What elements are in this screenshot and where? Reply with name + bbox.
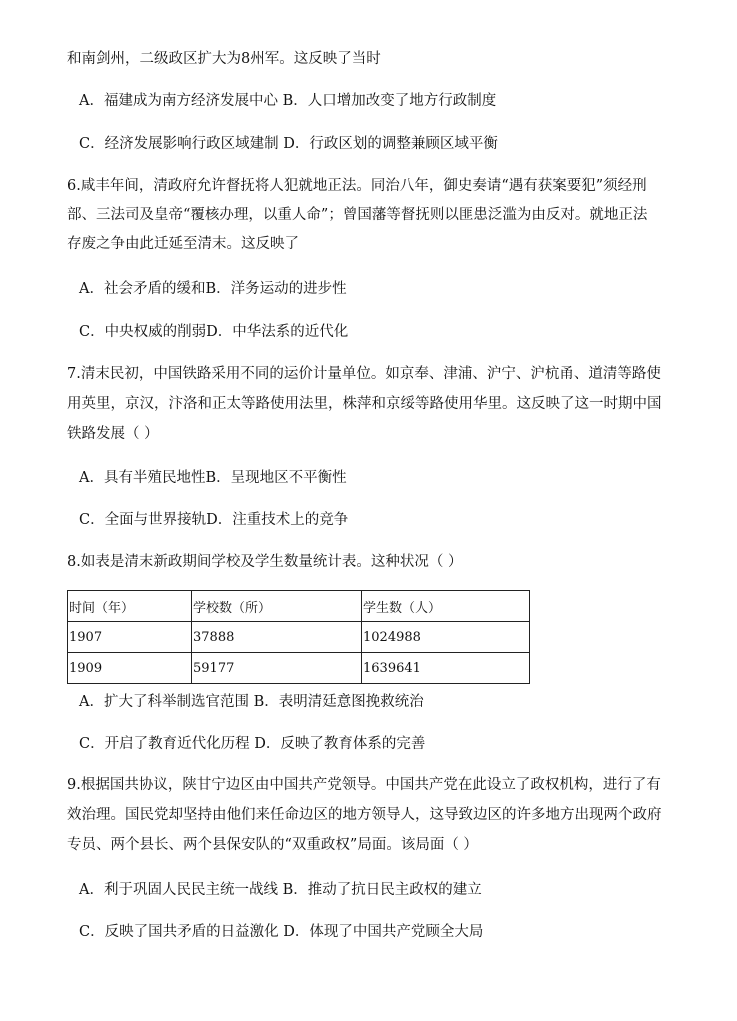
table-header-cell: 时间（年） bbox=[68, 591, 192, 622]
q6-stem-line-3: 存废之争由此迁延至清末。这反映了 bbox=[67, 236, 299, 252]
table-header-row bbox=[68, 591, 530, 622]
q7-options-cd: C．全面与世界接轨D．注重技术上的竞争 bbox=[79, 512, 349, 528]
q7-stem-line-3: 铁路发展（ ） bbox=[67, 426, 159, 442]
statistics-table bbox=[67, 590, 530, 684]
q9-stem-line-2: 效治理。国民党却坚持由他们来任命边区的地方领导人，这导致边区的许多地方出现两个政府 bbox=[67, 807, 662, 823]
q6-options-cd: C．中央权威的削弱D．中华法系的近代化 bbox=[79, 324, 349, 340]
q6-stem-line-2: 部、三法司及皇帝“覆核办理，以重人命”；曾国藩等督抚则以匪患泛滥为由反对。就地正法 bbox=[67, 207, 648, 223]
table-cell: 37888 bbox=[192, 622, 362, 653]
q9-options-cd: C．反映了国共矛盾的日益激化 D．体现了中国共产党顾全大局 bbox=[79, 924, 484, 940]
table-row bbox=[68, 653, 530, 684]
q6-stem-line-1: 6.咸丰年间，清政府允许督抚将人犯就地正法。同治八年，御史奏请“遇有获案要犯”须经刑 bbox=[67, 178, 647, 194]
table-cell: 1907 bbox=[68, 622, 192, 653]
q8-options-cd: C．开启了教育近代化历程 D．反映了教育体系的完善 bbox=[79, 736, 426, 752]
table-cell: 1024988 bbox=[362, 622, 530, 653]
table-cell: 59177 bbox=[192, 653, 362, 684]
q5-options-cd: C．经济发展影响行政区域建制 D．行政区划的调整兼顾区域平衡 bbox=[79, 136, 498, 152]
q9-stem-line-1: 9.根据国共协议，陕甘宁边区由中国共产党领导。中国共产党在此设立了政权机构，进行了有 bbox=[67, 777, 661, 793]
q8-options-ab: A．扩大了科举制选官范围 B．表明清廷意图挽救统治 bbox=[79, 694, 424, 710]
table-cell: 1639641 bbox=[362, 653, 530, 684]
table-cell: 1909 bbox=[68, 653, 192, 684]
q6-options-ab: A．社会矛盾的缓和B．洋务运动的进步性 bbox=[79, 281, 347, 297]
table-header-cell: 学生数（人） bbox=[362, 591, 530, 622]
table-row bbox=[68, 622, 530, 653]
q7-options-ab: A．具有半殖民地性B．呈现地区不平衡性 bbox=[79, 470, 347, 486]
q5-stem-line: 和南剑州，二级政区扩大为8州军。这反映了当时 bbox=[67, 51, 381, 67]
q5-options-ab: A．福建成为南方经济发展中心 B．人口增加改变了地方行政制度 bbox=[79, 93, 497, 109]
q7-stem-line-2: 用英里，京汉，汴洛和正太等路使用法里，株萍和京绥等路使用华里。这反映了这一时期中国 bbox=[67, 396, 662, 412]
q9-stem-line-3: 专员、两个县长、两个县保安队的“双重政权”局面。该局面（ ） bbox=[67, 837, 478, 853]
q7-stem-line-1: 7.清末民初，中国铁路采用不同的运价计量单位。如京奉、津浦、沪宁、沪杭甬、道清等路使 bbox=[67, 366, 661, 382]
q9-options-ab: A．利于巩固人民民主统一战线 B．推动了抗日民主政权的建立 bbox=[79, 882, 482, 898]
q8-stem-line-1: 8.如表是清末新政期间学校及学生数量统计表。这种状况（ ） bbox=[67, 554, 463, 570]
table-header-cell: 学校数（所） bbox=[192, 591, 362, 622]
